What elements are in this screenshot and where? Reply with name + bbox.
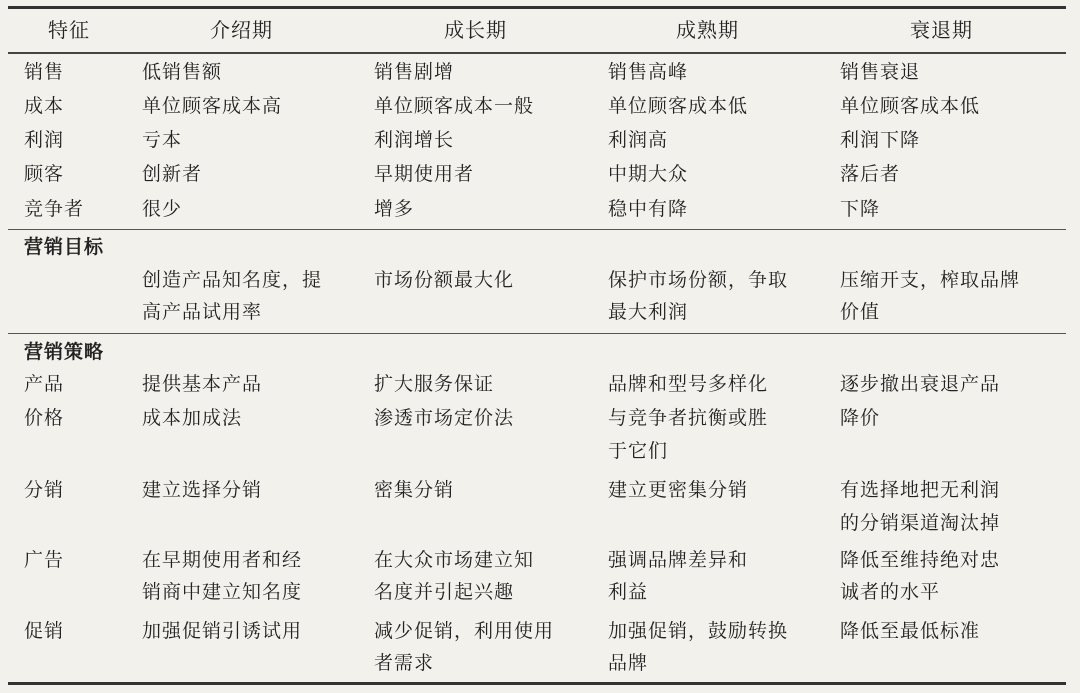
row-decline: 落后者 — [840, 163, 901, 185]
row-feature: 竞争者 — [24, 198, 85, 220]
row-growth: 早期使用者 — [374, 163, 475, 185]
header-feature: 特征 — [48, 18, 90, 42]
row-growth: 利润增长 — [374, 129, 455, 151]
strategy-intro-line: 成本加成法 — [142, 407, 243, 429]
strategy-feature: 分销 — [24, 479, 65, 501]
strategy-intro-line: 销商中建立知名度 — [142, 581, 303, 603]
row-mature: 销售高峰 — [608, 61, 689, 83]
strategy-mature-line: 与竞争者抗衡或胜 — [608, 407, 769, 429]
strategy-mature-line: 强调品牌差异和 — [608, 549, 749, 571]
row-growth: 增多 — [374, 198, 415, 220]
row-decline: 下降 — [840, 198, 881, 220]
row-feature: 销售 — [24, 61, 65, 83]
row-feature: 成本 — [24, 95, 65, 117]
row-decline: 销售衰退 — [840, 61, 921, 83]
strategy-mature-line: 品牌和型号多样化 — [608, 373, 769, 395]
row-intro: 低销售额 — [142, 61, 223, 83]
strategy-feature: 产品 — [24, 373, 65, 395]
row-intro: 亏本 — [142, 129, 183, 151]
bottom-rule — [8, 682, 1066, 685]
row-decline: 利润下降 — [840, 129, 921, 151]
strategy-decline-line: 的分销渠道淘汰掉 — [840, 512, 1001, 534]
strategy-mature-line: 加强促销，鼓励转换 — [608, 620, 789, 642]
top-rule — [8, 6, 1066, 9]
strategy-decline-line: 降价 — [840, 407, 881, 429]
strategy-mature-line: 于它们 — [608, 440, 669, 462]
row-mature: 稳中有降 — [608, 198, 689, 220]
strategy-intro-line: 提供基本产品 — [142, 373, 263, 395]
row-intro: 单位顾客成本高 — [142, 95, 283, 117]
section-title-goals: 营销目标 — [24, 236, 105, 258]
section-rule — [8, 229, 1066, 230]
strategy-growth-line: 名度并引起兴趣 — [374, 581, 515, 603]
row-feature: 顾客 — [24, 163, 65, 185]
strategy-decline-line: 降低至最低标准 — [840, 620, 981, 642]
strategy-mature-line: 建立更密集分销 — [608, 479, 749, 501]
strategy-feature: 价格 — [24, 407, 65, 429]
strategy-feature: 促销 — [24, 620, 65, 642]
strategy-decline-line: 诚者的水平 — [840, 581, 941, 603]
strategy-intro-line: 加强促销引诱试用 — [142, 620, 303, 642]
row-growth: 单位顾客成本一般 — [374, 95, 535, 117]
strategy-feature: 广告 — [24, 549, 65, 571]
section-title-strategy: 营销策略 — [24, 341, 105, 363]
strategy-growth-line: 密集分销 — [374, 479, 455, 501]
row-intro: 很少 — [142, 198, 183, 220]
row-growth: 销售剧增 — [374, 61, 455, 83]
header-intro: 介绍期 — [210, 18, 273, 42]
row-mature: 中期大众 — [608, 163, 689, 185]
goal-decline-line: 价值 — [840, 301, 881, 323]
goal-intro-line: 高产品试用率 — [142, 301, 263, 323]
strategy-growth-line: 减少促销，利用使用 — [374, 620, 555, 642]
strategy-growth-line: 扩大服务保证 — [374, 373, 495, 395]
goal-decline-line: 压缩开支，榨取品牌 — [840, 269, 1021, 291]
row-feature: 利润 — [24, 129, 65, 151]
strategy-decline-line: 降低至维持绝对忠 — [840, 549, 1001, 571]
header-decline: 衰退期 — [910, 18, 973, 42]
strategy-growth-line: 者需求 — [374, 652, 435, 674]
strategy-decline-line: 有选择地把无利润 — [840, 479, 1001, 501]
header-growth: 成长期 — [444, 18, 507, 42]
strategy-mature-line: 利益 — [608, 581, 649, 603]
row-mature: 单位顾客成本低 — [608, 95, 749, 117]
strategy-growth-line: 在大众市场建立知 — [374, 549, 535, 571]
row-intro: 创新者 — [142, 163, 203, 185]
goal-intro-line: 创造产品知名度，提 — [142, 269, 323, 291]
goal-mature-line: 保护市场份额，争取 — [608, 269, 789, 291]
header-mature: 成熟期 — [676, 18, 739, 42]
goal-growth-line: 市场份额最大化 — [374, 269, 515, 291]
strategy-decline-line: 逐步撤出衰退产品 — [840, 373, 1001, 395]
header-rule — [8, 52, 1066, 54]
strategy-intro-line: 建立选择分销 — [142, 479, 263, 501]
goal-mature-line: 最大利润 — [608, 301, 689, 323]
strategy-growth-line: 渗透市场定价法 — [374, 407, 515, 429]
strategy-mature-line: 品牌 — [608, 652, 649, 674]
strategy-intro-line: 在早期使用者和经 — [142, 549, 303, 571]
row-decline: 单位顾客成本低 — [840, 95, 981, 117]
row-mature: 利润高 — [608, 129, 669, 151]
section-rule — [8, 333, 1066, 334]
